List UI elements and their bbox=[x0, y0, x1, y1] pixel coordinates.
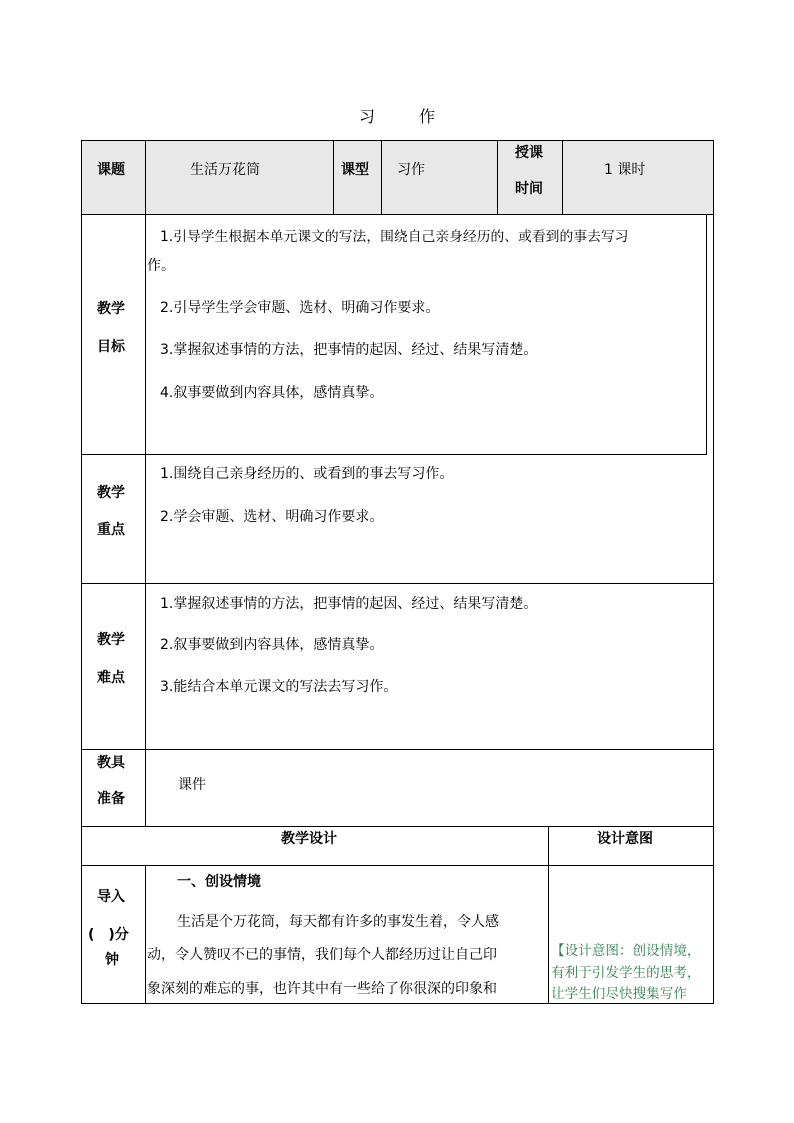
focus-label-line2: 重点 bbox=[97, 522, 125, 538]
type-label: 课型 bbox=[341, 162, 369, 178]
goal-item-wrap: 作。 bbox=[147, 258, 175, 274]
goal-item: 3.掌握叙述事情的方法，把事情的起因、经过、结果写清楚。 bbox=[160, 342, 538, 358]
difficulty-label-line1: 教学 bbox=[97, 632, 125, 648]
intro-label-line2: ( )分 bbox=[88, 927, 129, 943]
tools-label-line2: 准备 bbox=[97, 791, 125, 807]
difficulty-item: 2.叙事要做到内容具体，感情真挚。 bbox=[160, 637, 384, 653]
design-paragraph-line: 象深刻的难忘的事，也许其中有一些给了你很深的印象和 bbox=[147, 981, 497, 997]
type-value: 习作 bbox=[397, 162, 425, 178]
goal-item: 4.叙事要做到内容具体，感情真挚。 bbox=[160, 385, 384, 401]
title-char-2: 作 bbox=[419, 107, 436, 126]
focus-label-line1: 教学 bbox=[97, 485, 125, 501]
title-char-1: 习 bbox=[358, 107, 375, 126]
time-label-line2: 时间 bbox=[515, 181, 543, 197]
section-heading: 一、创设情境 bbox=[177, 874, 261, 890]
design-paragraph-line: 生活是个万花筒，每天都有许多的事发生着，令人感 bbox=[177, 914, 499, 930]
document-title bbox=[0, 104, 794, 127]
intent-line: 让学生们尽快搜集写作 bbox=[551, 986, 687, 1002]
topic-label: 课题 bbox=[97, 162, 125, 178]
intent-line: 【设计意图：创设情境， bbox=[551, 943, 701, 959]
intent-column-header: 设计意图 bbox=[597, 831, 653, 847]
goals-label-line1: 教学 bbox=[97, 301, 125, 317]
intro-label-line1: 导入 bbox=[97, 889, 125, 905]
design-paragraph-line: 动，令人赞叹不已的事情，我们每个人都经历过让自己印 bbox=[147, 947, 497, 963]
goal-item: 2.引导学生学会审题、选材、明确习作要求。 bbox=[160, 300, 440, 316]
focus-item: 2.学会审题、选材、明确习作要求。 bbox=[160, 509, 384, 525]
topic-value: 生活万花筒 bbox=[190, 162, 260, 178]
tools-label-line1: 教具 bbox=[97, 755, 125, 771]
intent-line: 有利于引发学生的思考， bbox=[551, 965, 701, 981]
goals-label-line2: 目标 bbox=[97, 339, 125, 355]
time-value: 1 课时 bbox=[604, 162, 646, 178]
difficulty-item: 1.掌握叙述事情的方法，把事情的起因、经过、结果写清楚。 bbox=[160, 596, 538, 612]
intro-label-line3: 钟 bbox=[105, 952, 119, 968]
difficulty-label-line2: 难点 bbox=[97, 670, 125, 686]
time-label-line1: 授课 bbox=[515, 145, 543, 161]
goal-item: 1.引导学生根据本单元课文的写法，围绕自己亲身经历的、或看到的事去写习 bbox=[160, 229, 629, 245]
tools-value: 课件 bbox=[178, 777, 206, 793]
design-column-header: 教学设计 bbox=[281, 831, 337, 847]
focus-item: 1.围绕自己亲身经历的、或看到的事去写习作。 bbox=[160, 466, 454, 482]
difficulty-item: 3.能结合本单元课文的写法去写习作。 bbox=[160, 679, 398, 695]
